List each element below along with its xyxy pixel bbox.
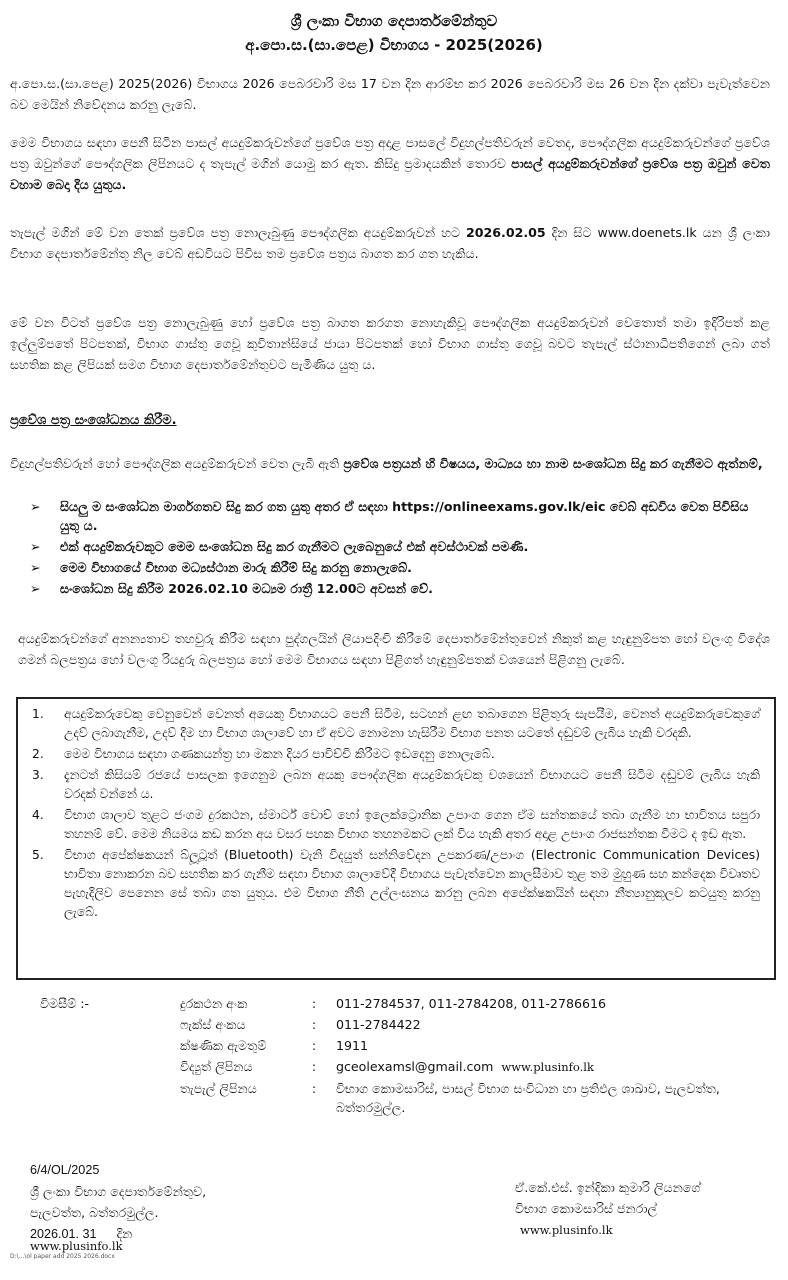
table-row (180, 1079, 784, 1119)
signatory-title: විභාග කොමසාරිස් ජනරාල් (515, 1201, 658, 1216)
rule-text: විභාග අපේක්ෂකයන් බ්ලූටූත් (Bluetooth) වැනි විදයුත් සන්නිවේදන උපකරණ/උපාංග (Electronic Communication Devices) භාවිතා නොකරන බව සහතික කර ගැනීම සඳහා විභාග ශාලාවේදී විභාගය පැවැත්වෙන කාලසීමාව තුළ තම මුහුණ සහ කන්දෙක විවෘතව පැහැදිලිව පෙනෙන සේ තබා ගත යුතුය. එම විභාග නීති උල්ලංඝනය කරනු ලබන අපේක්ෂකයින් සඳහා නීත්‍යානුකූලව කටයුතු කරනු ලැබේ. (64, 848, 760, 919)
rule-text: විභාග ශාලාව තුළට ජංගම දුරකථන, ස්මාර්ට් වොච් හෝ ඉලෙක්ට්‍රොනික උපාංග ගෙන ඒම සන්තකයේ තබා ගැනීම හා භාවිතය සපුරා තහනම් වේ. මෙම නියමය කඩ කරන අය වසර පහක විභාග තහනමකට ලක් විය හැකි අතර අදාළ උපාංග රාජසන්තක වීමට ද ඉඩ ඇත. (64, 808, 760, 841)
list-item (30, 497, 770, 535)
signature-block (515, 1177, 700, 1219)
list-item (32, 745, 760, 764)
contact-colon: : (311, 1059, 317, 1074)
issuing-department: ශ්‍රී ලංකා විභාග දෙපාර්තමේන්තුව, (30, 1184, 207, 1199)
department-title: ශ්‍රී ලංකා විභාග දෙපාර්තමේන්තුව (290, 12, 498, 30)
rule-text: අයදුම්කරුවෙකු වෙනුවෙන් වෙනත් අයෙකු විභාගයට පෙනී සිටීම, සටහන් ළඟ තබාගෙන පිළිතුරු සැපයීම, වෙනත් අයදුම්කරුවෙකුගේ උදව් ලබාගැනීම, උදව් දීම හා විභාග ශාලාවේ හා ඒ අවට නොමනා හැසිරීම විභාග පනත යටතේ දඬුවම් ලැබිය හැකි වරදකි. (64, 707, 760, 740)
contact-key: ක්ෂණික ඇමතුම් (180, 1038, 267, 1053)
contact-colon: : (311, 1081, 317, 1096)
rule-text: දැනටත් කිසියම් රජයේ පාසලක ඉගෙනුම ලබන අයකු පෞද්ගලික අයදුම්කරුවකු වශයෙන් විභාගයට පෙනී සිටීම දඬුවම් ලැබිය හැකි වරදක් වන්නේ ය. (64, 768, 760, 801)
rule-number: 2. (32, 747, 44, 761)
arrow-bullet-icon: ➢ (30, 560, 41, 575)
arrow-bullet-icon: ➢ (30, 581, 41, 596)
list-item (32, 766, 760, 804)
list-item (30, 579, 770, 598)
correction-intro (10, 453, 770, 474)
rule-number: 4. (32, 808, 44, 822)
rule-number: 5. (32, 848, 44, 862)
rule-number: 1. (32, 707, 44, 721)
watermark-inline: www.plusinfo.lk (501, 1060, 594, 1074)
correction-heading: ප්‍රවේශ පත්‍ර සංශෝධනය කිරීම. (10, 413, 177, 428)
list-item (30, 537, 770, 556)
table-row (180, 1015, 784, 1036)
contact-key: ෆැක්ස් අංකය (180, 1017, 246, 1032)
signatory-name: ඒ.කේ.එස්. ඉන්දිකා කුමාරි ලියනගේ (515, 1180, 701, 1195)
contact-colon: : (311, 1038, 317, 1053)
inquiries-label: විමසීම් :- (40, 996, 90, 1011)
watermark-left: www.plusinfo.lk (30, 1239, 123, 1253)
download-text-before: තැපැල් මගින් මේ වන තෙක් ප්‍රවේශ පත්‍ර නොලැබුණු පෞද්ගලික අයදුම්කරුවන් හට (10, 225, 461, 240)
correction-intro-text: විදුහල්පතිවරුන් හෝ පෞද්ගලික අයදුම්කරුවන් වෙත ලැබී ඇති (10, 456, 340, 471)
intro-paragraph: අ.පො.ස.(සා.පෙළ) 2025(2026) විභාගය 2026 පෙබරවාරි මස 17 වන දින ආරම්භ කර 2026 පෙබරවාරි මස 26 වන දින දක්වා පැවැත්වෙන බව මෙයින් නිවේදනය කරනු ලැබේ. (10, 76, 770, 112)
table-row (180, 1036, 784, 1057)
contact-key: දුරකථන අංක (180, 996, 248, 1011)
contact-fax-value: 011-2784422 (336, 1017, 421, 1032)
correction-intro-bold: ප්‍රවේශ පත්‍රයන් හි විෂයය, මාධ්‍යය හා නාම සංශෝධන සිදු කර ගැනීමට ඇත්නම්, (343, 456, 763, 471)
rule-text: සංශෝධන සිදු කිරීම 2026.02.10 මධ්‍යම රාත්‍රී 12.00ට අවසන් වේ. (60, 581, 433, 596)
missing-admission-paragraph: මේ වන විටත් ප්‍රවේශ පත්‍ර නොලැබුණු හෝ ප්‍රවේශ පත්‍ර බාගත කරගත නොහැකිවූ පෞද්ගලික අයදුම්කරුවන් වෙතොත් තමා ඉදිරිපත් කළ ඉල්ලුම්පතේ පිටපතක්, විභාග ගාස්තු ගෙවූ කුවිතාන්සියේ ජායා පිටපතක් හෝ විභාග ගාස්තු ගෙවූ බවට තැපැල් ස්ථානාධිපතිගෙන් ලබා ගත් සහතික කළ ලිපියක් සමග විභාග දෙපාර්තමේන්තුවට පැමිණිය යුතු ය. (10, 315, 770, 372)
contact-email-cell (336, 1057, 784, 1079)
rule-number: 3. (32, 768, 44, 782)
download-paragraph (10, 222, 770, 264)
exam-rules-list (18, 699, 774, 922)
exam-rules-box (16, 697, 776, 980)
contact-key: විද්‍යුත් ලිපිනය (180, 1059, 253, 1074)
list-item (32, 806, 760, 844)
identity-paragraph: අයදුම්කරුවන්ගේ අනන්‍යතාව තහවුරු කිරීම සඳහා පුද්ගලයින් ලියාපදිංචි කිරීමේ දෙපාර්තමේන්තුවෙන් නිකුත් කළ හැඳුනුම්පත හෝ වලංගු විදේශ ගමන් බලපත්‍රය හෝ වලංගු රියදුරු බලපත්‍රය හෝ මෙම විභාගය සඳහා පිළිගත් හැඳුනුම්පතක් වශයෙන් පිළිගනු ලැබේ. (18, 631, 770, 667)
list-item (30, 558, 770, 577)
file-path: D:\...\ol paper add 2025 2026.docx (10, 1253, 115, 1260)
contact-table (180, 994, 784, 1119)
contact-phone-value: 011-2784537, 011-2784208, 011-2786616 (336, 996, 607, 1011)
contact-email-value: gceolexamsl@gmail.com (336, 1059, 494, 1074)
rule-text: මෙම විභාගයේ විභාග මධ්‍යස්ථාන මාරු කිරීම් සිදු කරනු නොලැබේ. (60, 560, 412, 575)
contact-address-value: විභාග කොමසාරිස්, පාසල් විභාග සංවිධාන හා ප්‍රතිඵල ශාඛාව, පැලවත්ත, බත්තරමුල්ල. (336, 1081, 720, 1115)
rule-text: මෙම විභාගය සඳහා ගණකයන්ත්‍ර හා මකන දියර පාවිච්චි කිරීමට ඉඩදෙනු නොලැබේ. (64, 747, 495, 761)
reference-block (30, 1160, 206, 1245)
arrow-bullet-icon: ➢ (30, 499, 41, 514)
contact-hotline-value: 1911 (336, 1038, 369, 1053)
download-start-date: 2026.02.05 (466, 225, 546, 240)
table-row (180, 994, 784, 1015)
admission-delivery-bold: පාසල් අයදුම්කරුවන්ගේ ප්‍රවේශ පත්‍ර ඔවුන් වෙත වහාම බෙදා දිය යුතුය. (10, 156, 770, 192)
rule-text: සියලු ම සංශෝධන මාර්ගගතව සිදු කර ගත යුතු අතර ඒ සඳහා https://onlineexams.gov.lk/eic වෙබ් අඩවිය වෙත පිවිසිය යුතු ය. (60, 499, 749, 533)
download-text-after: දින සිට www.doenets.lk යන ශ්‍රී ලංකා විභාග දෙපාර්තමේන්තු නිල වෙබ් අඩවියට පිවිස තම ප්‍රවේශ පත්‍රය බාගත කර ගත හැකිය. (10, 225, 770, 261)
list-item (32, 846, 760, 922)
admission-delivery-paragraph (10, 132, 770, 195)
correction-rules-list (30, 497, 770, 600)
contact-colon: : (311, 1017, 317, 1032)
contact-colon: : (311, 996, 317, 1011)
admission-delivery-text: මෙම විභාගය සඳහා පෙනී සිටින පාසල් අයදුම්කරුවන්ගේ ප්‍රවේශ පත්‍ර අදාළ පාසලේ විදුහල්පතිවරුන් වෙතද, පෞද්ගලික අයදුම්කරුවන්ගේ ප්‍රවේශ පත්‍ර ඔවුන්ගේ පෞද්ගලික ලිපිනයට ද තැපැල් මගින් යොමු කර ඇත. කිසිදු ප්‍රමාදයකින් තොරව (10, 135, 770, 171)
contact-key: තැපැල් ලිපිනය (180, 1081, 257, 1096)
table-row (180, 1057, 784, 1079)
rule-text: එක් අයදුම්කරුවකුට මෙම සංශෝධන සිදු කර ගැනීමට ලැබෙනුයේ එක් අවස්ථාවක් පමණි. (60, 539, 529, 554)
issue-date-suffix: දින (116, 1226, 133, 1241)
exam-title: අ.පො.ස.(සා.පෙළ) විභාගය - 2025(2026) (245, 36, 543, 54)
watermark-right: www.plusinfo.lk (520, 1223, 613, 1237)
reference-number: 6/4/OL/2025 (30, 1163, 100, 1177)
arrow-bullet-icon: ➢ (30, 539, 41, 554)
issuing-place: පැලවත්ත, බත්තරමුල්ල. (30, 1205, 159, 1220)
issue-date: 2026.01. 31 (30, 1227, 97, 1241)
list-item (32, 705, 760, 743)
